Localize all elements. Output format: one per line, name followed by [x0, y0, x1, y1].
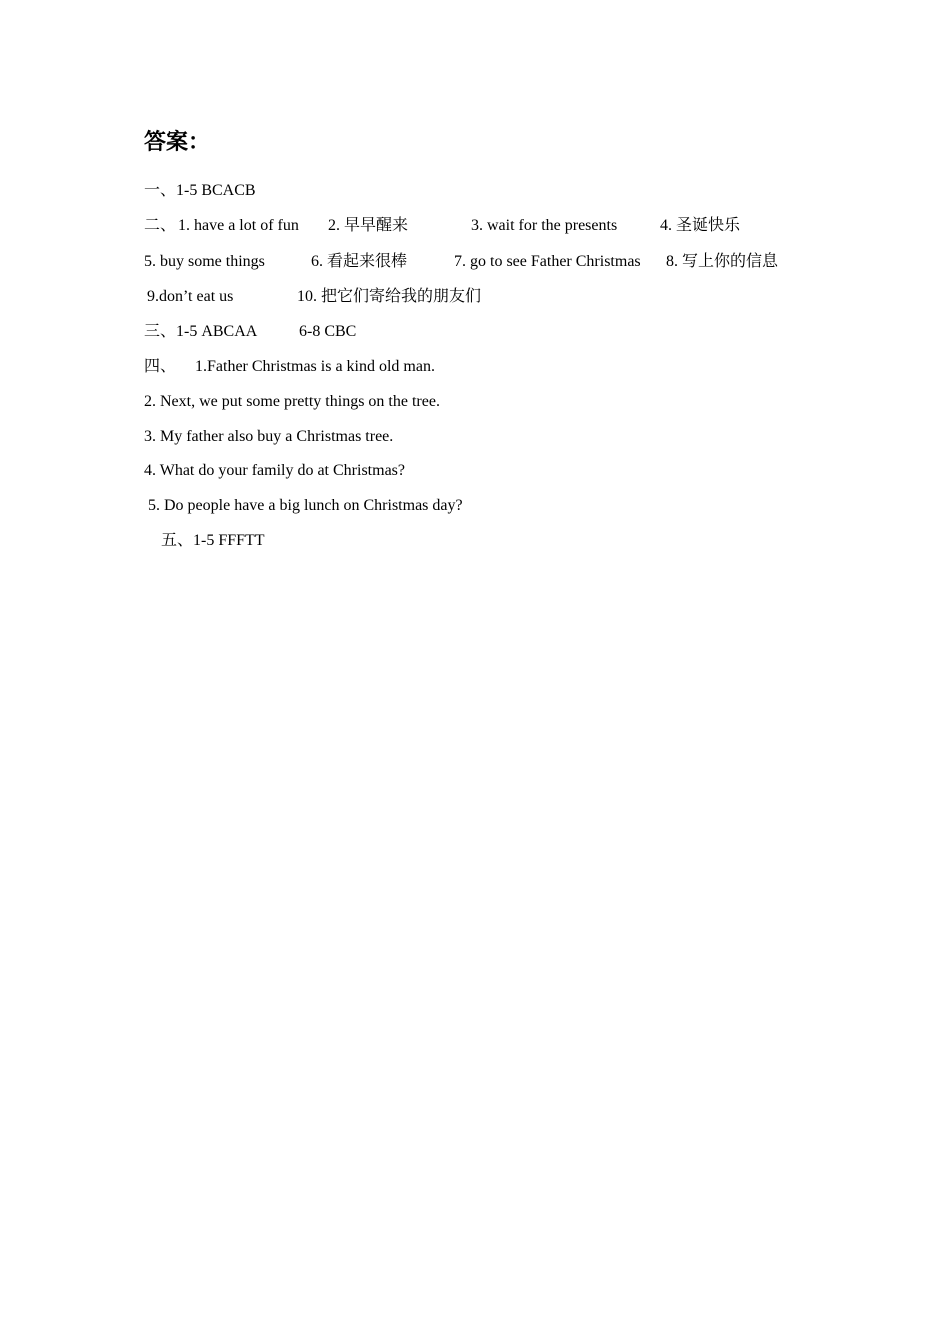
section-2-item-9: 9.don’t eat us — [147, 288, 234, 305]
section-2-row-3 — [147, 287, 647, 307]
section-4-prefix: 四、 — [144, 358, 177, 375]
section-2-item-8: 8. 写上你的信息 — [666, 253, 779, 270]
section-4-item-1: 1.Father Christmas is a kind old man. — [195, 358, 435, 375]
section-4-item-4: 4. What do your family do at Christmas? — [144, 462, 405, 479]
section-2-item-5: 5. buy some things — [144, 253, 265, 270]
section-2-item-3: 3. wait for the presents — [471, 217, 618, 234]
section-2-item-4: 4. 圣诞快乐 — [660, 217, 741, 234]
page-title: 答案： — [144, 129, 211, 154]
section-3-part-2: 6-8 CBC — [299, 323, 357, 340]
section-1-answers: 一、1-5 BCACB — [144, 182, 256, 199]
section-4-item-5: 5. Do people have a big lunch on Christmas day? — [148, 497, 463, 514]
section-2-item-6: 6. 看起来很棒 — [311, 253, 408, 270]
section-2-item-7: 7. go to see Father Christmas — [454, 253, 641, 270]
section-4-row-1 — [144, 357, 644, 377]
section-2-row-2 — [144, 252, 844, 272]
section-4-item-3: 3. My father also buy a Christmas tree. — [144, 428, 394, 445]
section-2-row-1 — [144, 216, 844, 236]
section-4-item-2: 2. Next, we put some pretty things on the tree. — [144, 393, 440, 410]
section-5-answers: 五、1-5 FFFTT — [161, 532, 265, 549]
section-2-prefix: 二、 — [144, 217, 177, 234]
section-3-part-1: 三、1-5 ABCAA — [144, 323, 258, 340]
section-2-item-2: 2. 早早醒来 — [328, 217, 409, 234]
section-2-item-10: 10. 把它们寄给我的朋友们 — [297, 288, 482, 305]
section-2-item-1: 1. have a lot of fun — [178, 217, 299, 234]
section-3-answers — [144, 322, 544, 342]
